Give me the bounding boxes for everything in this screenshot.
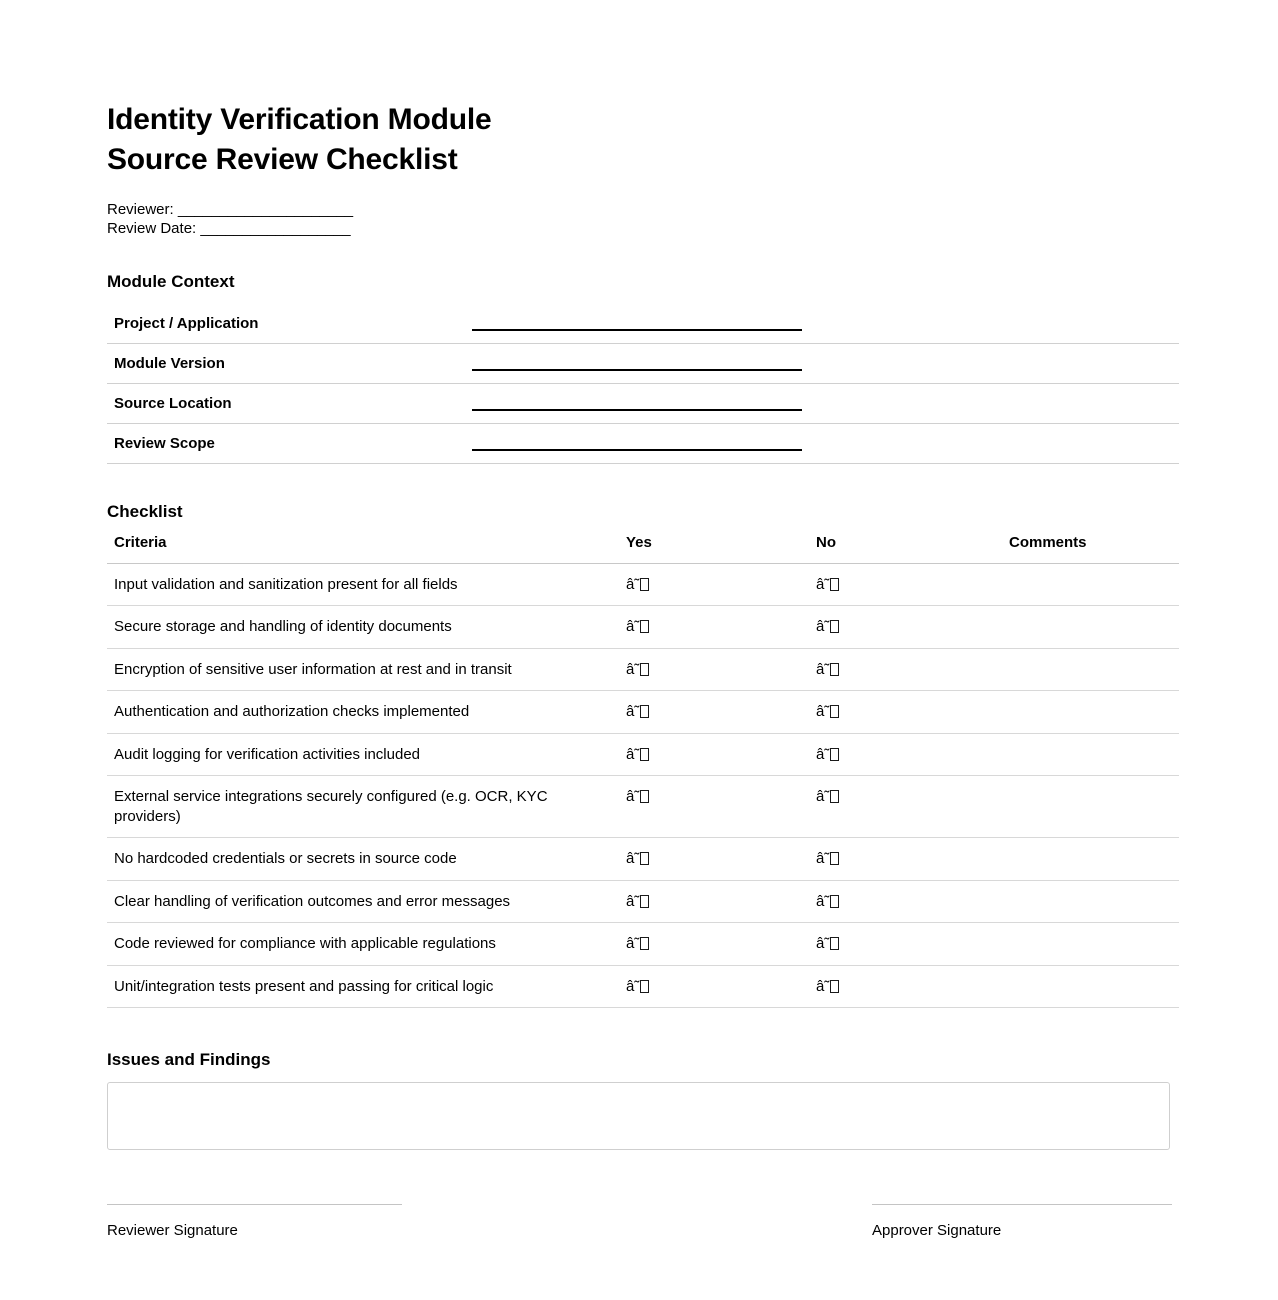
- context-label: Module Version: [107, 343, 472, 383]
- tofu-box-icon: [640, 980, 649, 993]
- column-header-criteria: Criteria: [107, 534, 626, 564]
- yes-checkbox-cell[interactable]: [626, 838, 816, 881]
- page-title-line-1: Identity Verification Module: [107, 103, 492, 136]
- checkbox-glyph-text: â˜: [816, 977, 830, 995]
- context-value-cell[interactable]: [472, 343, 1179, 383]
- table-row: [107, 383, 1179, 423]
- no-checkbox-cell[interactable]: [816, 648, 1009, 691]
- tofu-box-icon: [640, 895, 649, 908]
- context-value-cell[interactable]: [472, 304, 1179, 344]
- approver-signature-label: Approver Signature: [872, 1222, 1002, 1240]
- fill-in-rule[interactable]: [472, 329, 802, 331]
- yes-checkbox-cell[interactable]: [626, 691, 816, 734]
- checkbox-glyph-text: â˜: [626, 575, 640, 593]
- tofu-box-icon: [830, 620, 839, 633]
- no-checkbox-icon[interactable]: [816, 936, 839, 951]
- yes-checkbox-cell[interactable]: [626, 776, 816, 838]
- table-row: [107, 880, 1179, 923]
- yes-checkbox-icon[interactable]: [626, 851, 649, 866]
- checkbox-glyph-text: â˜: [626, 892, 640, 910]
- comments-cell[interactable]: [1009, 606, 1179, 649]
- table-row: [107, 923, 1179, 966]
- checkbox-glyph-text: â˜: [626, 850, 640, 868]
- comments-cell[interactable]: [1009, 923, 1179, 966]
- tofu-box-icon: [640, 620, 649, 633]
- table-row: [107, 733, 1179, 776]
- yes-checkbox-icon[interactable]: [626, 704, 649, 719]
- issues-and-findings-input[interactable]: [107, 1082, 1170, 1150]
- no-checkbox-icon[interactable]: [816, 662, 839, 677]
- reviewer-signature-label: Reviewer Signature: [107, 1222, 238, 1240]
- tofu-box-icon: [640, 937, 649, 950]
- table-header-row: [107, 534, 1179, 564]
- tofu-box-icon: [640, 705, 649, 718]
- no-checkbox-icon[interactable]: [816, 894, 839, 909]
- checkbox-glyph-text: â˜: [816, 745, 830, 763]
- table-row: [107, 838, 1179, 881]
- yes-checkbox-icon[interactable]: [626, 979, 649, 994]
- reviewer-signature-block: [107, 1204, 407, 1239]
- no-checkbox-cell[interactable]: [816, 563, 1009, 606]
- yes-checkbox-cell[interactable]: [626, 733, 816, 776]
- yes-checkbox-cell[interactable]: [626, 648, 816, 691]
- context-label: Review Scope: [107, 423, 472, 463]
- tofu-box-icon: [830, 748, 839, 761]
- criteria-text: Unit/integration tests present and passing for critical logic: [107, 965, 626, 1008]
- criteria-text: Input validation and sanitization present for all fields: [107, 563, 626, 606]
- review-date-field: Review Date: __________________: [107, 219, 351, 237]
- table-row: [107, 648, 1179, 691]
- column-header-no: No: [816, 534, 1009, 564]
- table-row: [107, 563, 1179, 606]
- table-row: [107, 304, 1179, 344]
- module-context-table: [107, 304, 1179, 464]
- no-checkbox-cell[interactable]: [816, 923, 1009, 966]
- table-row: [107, 606, 1179, 649]
- table-row: [107, 965, 1179, 1008]
- tofu-box-icon: [640, 663, 649, 676]
- checkbox-glyph-text: â˜: [816, 850, 830, 868]
- yes-checkbox-cell[interactable]: [626, 965, 816, 1008]
- checkbox-glyph-text: â˜: [626, 660, 640, 678]
- no-checkbox-cell[interactable]: [816, 691, 1009, 734]
- checkbox-glyph-text: â˜: [816, 660, 830, 678]
- checkbox-glyph-text: â˜: [816, 935, 830, 953]
- criteria-text: Encryption of sensitive user information at rest and in transit: [107, 648, 626, 691]
- checkbox-glyph-text: â˜: [626, 788, 640, 806]
- tofu-box-icon: [830, 578, 839, 591]
- tofu-box-icon: [830, 937, 839, 950]
- checkbox-glyph-text: â˜: [816, 618, 830, 636]
- criteria-text: Authentication and authorization checks implemented: [107, 691, 626, 734]
- table-row: [107, 691, 1179, 734]
- checkbox-glyph-text: â˜: [816, 788, 830, 806]
- no-checkbox-cell[interactable]: [816, 776, 1009, 838]
- reviewer-field: Reviewer: _____________________: [107, 200, 354, 218]
- signature-section: [107, 1204, 1172, 1239]
- table-row: [107, 776, 1179, 838]
- yes-checkbox-cell[interactable]: [626, 923, 816, 966]
- criteria-text: External service integrations securely configured (e.g. OCR, KYC providers): [107, 776, 626, 838]
- column-header-comments: Comments: [1009, 534, 1179, 564]
- context-value-cell[interactable]: [472, 423, 1179, 463]
- tofu-box-icon: [830, 663, 839, 676]
- tofu-box-icon: [640, 748, 649, 761]
- table-row: [107, 343, 1179, 383]
- checklist-rows: [107, 563, 1179, 1008]
- comments-cell[interactable]: [1009, 838, 1179, 881]
- yes-checkbox-icon[interactable]: [626, 936, 649, 951]
- criteria-text: Clear handling of verification outcomes and error messages: [107, 880, 626, 923]
- tofu-box-icon: [830, 790, 839, 803]
- checkbox-glyph-text: â˜: [626, 703, 640, 721]
- page-title-line-2: Source Review Checklist: [107, 142, 458, 176]
- tofu-box-icon: [830, 980, 839, 993]
- module-context-heading: Module Context: [107, 271, 235, 291]
- tofu-box-icon: [640, 852, 649, 865]
- checklist-heading: Checklist: [107, 501, 183, 521]
- checkbox-glyph-text: â˜: [626, 618, 640, 636]
- tofu-box-icon: [830, 895, 839, 908]
- no-checkbox-icon[interactable]: [816, 979, 839, 994]
- checkbox-glyph-text: â˜: [626, 977, 640, 995]
- tofu-box-icon: [830, 852, 839, 865]
- no-checkbox-cell[interactable]: [816, 965, 1009, 1008]
- yes-checkbox-cell[interactable]: [626, 880, 816, 923]
- approver-signature-block: [872, 1204, 1172, 1239]
- criteria-text: Audit logging for verification activities included: [107, 733, 626, 776]
- checkbox-glyph-text: â˜: [816, 703, 830, 721]
- context-value-cell[interactable]: [472, 383, 1179, 423]
- comments-cell[interactable]: [1009, 733, 1179, 776]
- table-row: [107, 423, 1179, 463]
- checklist-table: [107, 534, 1179, 1009]
- comments-cell[interactable]: [1009, 776, 1179, 838]
- comments-cell[interactable]: [1009, 880, 1179, 923]
- comments-cell[interactable]: [1009, 691, 1179, 734]
- yes-checkbox-icon[interactable]: [626, 894, 649, 909]
- comments-cell[interactable]: [1009, 965, 1179, 1008]
- no-checkbox-icon[interactable]: [816, 619, 839, 634]
- checkbox-glyph-text: â˜: [816, 575, 830, 593]
- issues-and-findings-heading: Issues and Findings: [107, 1050, 271, 1070]
- yes-checkbox-icon[interactable]: [626, 662, 649, 677]
- checkbox-glyph-text: â˜: [626, 935, 640, 953]
- page-title: [107, 100, 1172, 180]
- criteria-text: Code reviewed for compliance with applicable regulations: [107, 923, 626, 966]
- context-label: Project / Application: [107, 304, 472, 344]
- checkbox-glyph-text: â˜: [816, 892, 830, 910]
- tofu-box-icon: [640, 790, 649, 803]
- no-checkbox-icon[interactable]: [816, 789, 839, 804]
- no-checkbox-icon[interactable]: [816, 704, 839, 719]
- no-checkbox-icon[interactable]: [816, 747, 839, 762]
- yes-checkbox-icon[interactable]: [626, 789, 649, 804]
- no-checkbox-icon[interactable]: [816, 851, 839, 866]
- tofu-box-icon: [640, 578, 649, 591]
- reviewer-meta: [107, 200, 1172, 238]
- context-label: Source Location: [107, 383, 472, 423]
- criteria-text: No hardcoded credentials or secrets in source code: [107, 838, 626, 881]
- yes-checkbox-icon[interactable]: [626, 619, 649, 634]
- yes-checkbox-cell[interactable]: [626, 606, 816, 649]
- checkbox-glyph-text: â˜: [626, 745, 640, 763]
- fill-in-rule[interactable]: [472, 369, 802, 371]
- no-checkbox-cell[interactable]: [816, 838, 1009, 881]
- yes-checkbox-icon[interactable]: [626, 747, 649, 762]
- comments-cell[interactable]: [1009, 648, 1179, 691]
- tofu-box-icon: [830, 705, 839, 718]
- approver-signature-line[interactable]: [872, 1204, 1172, 1205]
- yes-checkbox-icon[interactable]: [626, 577, 649, 592]
- no-checkbox-cell[interactable]: [816, 880, 1009, 923]
- fill-in-rule[interactable]: [472, 409, 802, 411]
- no-checkbox-cell[interactable]: [816, 606, 1009, 649]
- comments-cell[interactable]: [1009, 563, 1179, 606]
- column-header-yes: Yes: [626, 534, 816, 564]
- yes-checkbox-cell[interactable]: [626, 563, 816, 606]
- criteria-text: Secure storage and handling of identity documents: [107, 606, 626, 649]
- fill-in-rule[interactable]: [472, 449, 802, 451]
- reviewer-signature-line[interactable]: [107, 1204, 402, 1205]
- no-checkbox-cell[interactable]: [816, 733, 1009, 776]
- no-checkbox-icon[interactable]: [816, 577, 839, 592]
